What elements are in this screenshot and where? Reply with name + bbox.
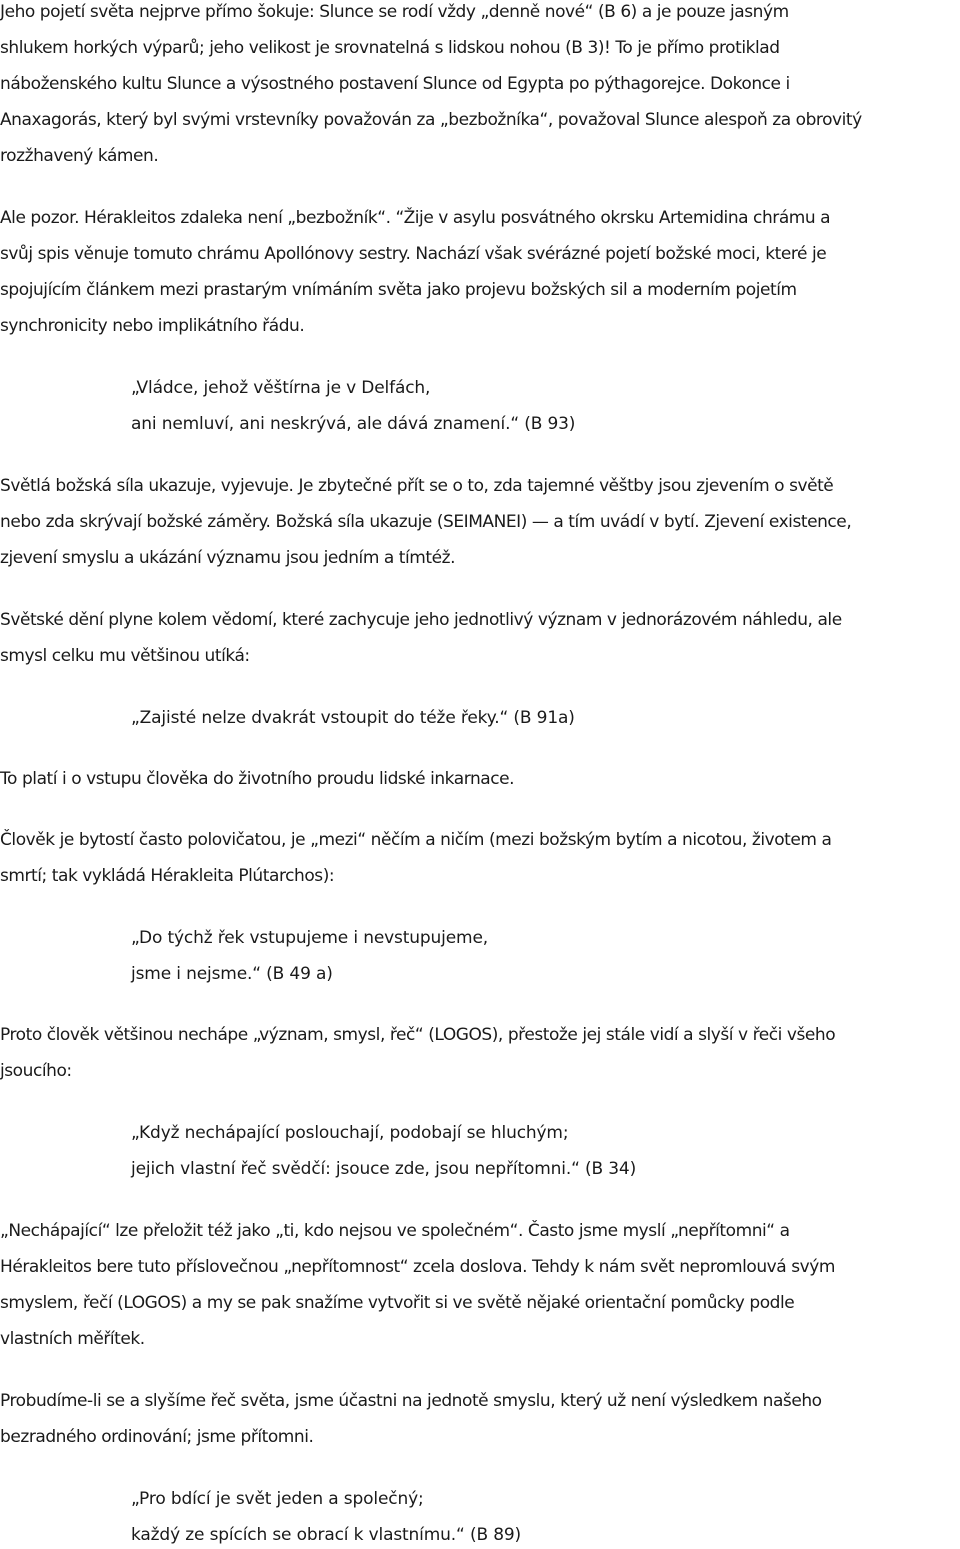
quote-b49a-line-1: „Do týchž řek vstupujeme i nevstupujeme, <box>131 928 489 948</box>
paragraph-2-line-2: svůj spis věnuje tomuto chrámu Apollónovy sestry. Nachází však svérázné pojetí božské moci, které je <box>0 244 827 264</box>
paragraph-3-line-2: nebo zda skrývají božské záměry. Božská síla ukazuje (SEIMANEI) — a tím uvádí v bytí. Zjevení existence, <box>0 512 852 532</box>
paragraph-1-line-2: shlukem horkých výparů; jeho velikost je srovnatelná s lidskou nohou (B 3)! To je přímo protiklad <box>0 38 780 58</box>
paragraph-1-line-4: Anaxagorás, který byl svými vrstevníky považován za „bezbožníka“, považoval Slunce alespoň za obrovitý <box>0 110 862 130</box>
paragraph-8-line-4: vlastních měřítek. <box>0 1329 145 1349</box>
paragraph-4-line-1: Světské dění plyne kolem vědomí, které zachycuje jeho jednotlivý význam v jednorázovém náhledu, ale <box>0 610 842 630</box>
quote-b91a: „Zajisté nelze dvakrát vstoupit do téže řeky.“ (B 91a) <box>131 708 575 728</box>
quote-b34-line-2: jejich vlastní řeč svědčí: jsouce zde, jsou nepřítomni.“ (B 34) <box>131 1159 637 1179</box>
quote-b89-line-2: každý ze spících se obrací k vlastnímu.“ (B 89) <box>131 1525 522 1545</box>
paragraph-7-line-2: jsoucího: <box>0 1061 72 1081</box>
paragraph-3-line-1: Světlá božská síla ukazuje, vyjevuje. Je zbytečné přít se o to, zda tajemné věštby jsou zjevením o světě <box>0 476 834 496</box>
paragraph-7-line-1: Proto člověk většinou nechápe „význam, smysl, řeč“ (LOGOS), přestože jej stále vidí a slyší v řeči všeho <box>0 1025 836 1045</box>
quote-b34-line-1: „Když nechápající poslouchají, podobají se hluchým; <box>131 1123 569 1143</box>
quote-b93-line-2: ani nemluví, ani neskrývá, ale dává znamení.“ (B 93) <box>131 414 576 434</box>
paragraph-6-line-2: smrtí; tak vykládá Hérakleita Plútarchos): <box>0 866 335 886</box>
paragraph-9-line-2: bezradného ordinování; jsme přítomni. <box>0 1427 314 1447</box>
paragraph-2-line-4: synchronicity nebo implikátního řádu. <box>0 316 305 336</box>
paragraph-6-line-1: Člověk je bytostí často polovičatou, je „mezi“ něčím a ničím (mezi božským bytím a nicotou, životem a <box>0 830 832 850</box>
paragraph-5: To platí i o vstupu člověka do životního proudu lidské inkarnace. <box>0 769 515 789</box>
paragraph-4-line-2: smysl celku mu většinou utíká: <box>0 646 250 666</box>
paragraph-1-line-3: náboženského kultu Slunce a výsostného postavení Slunce od Egypta po pýthagorejce. Dokonce i <box>0 74 790 94</box>
paragraph-8-line-2: Hérakleitos bere tuto příslovečnou „nepřítomnost“ zcela doslova. Tehdy k nám svět nepromlouvá svým <box>0 1257 835 1277</box>
paragraph-9-line-1: Probudíme-li se a slyšíme řeč světa, jsme účastni na jednotě smyslu, který už není výsledkem našeho <box>0 1391 822 1411</box>
quote-b49a-line-2: jsme i nejsme.“ (B 49 a) <box>131 964 333 984</box>
paragraph-1-line-1: Jeho pojetí světa nejprve přímo šokuje: Slunce se rodí vždy „denně nové“ (B 6) a je pouze jasným <box>0 2 789 22</box>
paragraph-2-line-1: Ale pozor. Hérakleitos zdaleka není „bezbožník“. “Žije v asylu posvátného okrsku Artemidina chrámu a <box>0 208 831 228</box>
paragraph-3-line-3: zjevení smyslu a ukázání významu jsou jedním a tímtéž. <box>0 548 456 568</box>
paragraph-2-line-3: spojujícím článkem mezi prastarým vnímáním světa jako projevu božských sil a moderním pojetím <box>0 280 797 300</box>
paragraph-1-line-5: rozžhavený kámen. <box>0 146 159 166</box>
quote-b89-line-1: „Pro bdící je svět jeden a společný; <box>131 1489 424 1509</box>
quote-b93-line-1: „Vládce, jehož věštírna je v Delfách, <box>131 378 431 398</box>
paragraph-8-line-3: smyslem, řečí (LOGOS) a my se pak snažíme vytvořit si ve světě nějaké orientační pomůcky podle <box>0 1293 795 1313</box>
paragraph-8-line-1: „Nechápající“ lze přeložit též jako „ti, kdo nejsou ve společném“. Často jsme myslí „nepřítomni“ a <box>0 1221 790 1241</box>
